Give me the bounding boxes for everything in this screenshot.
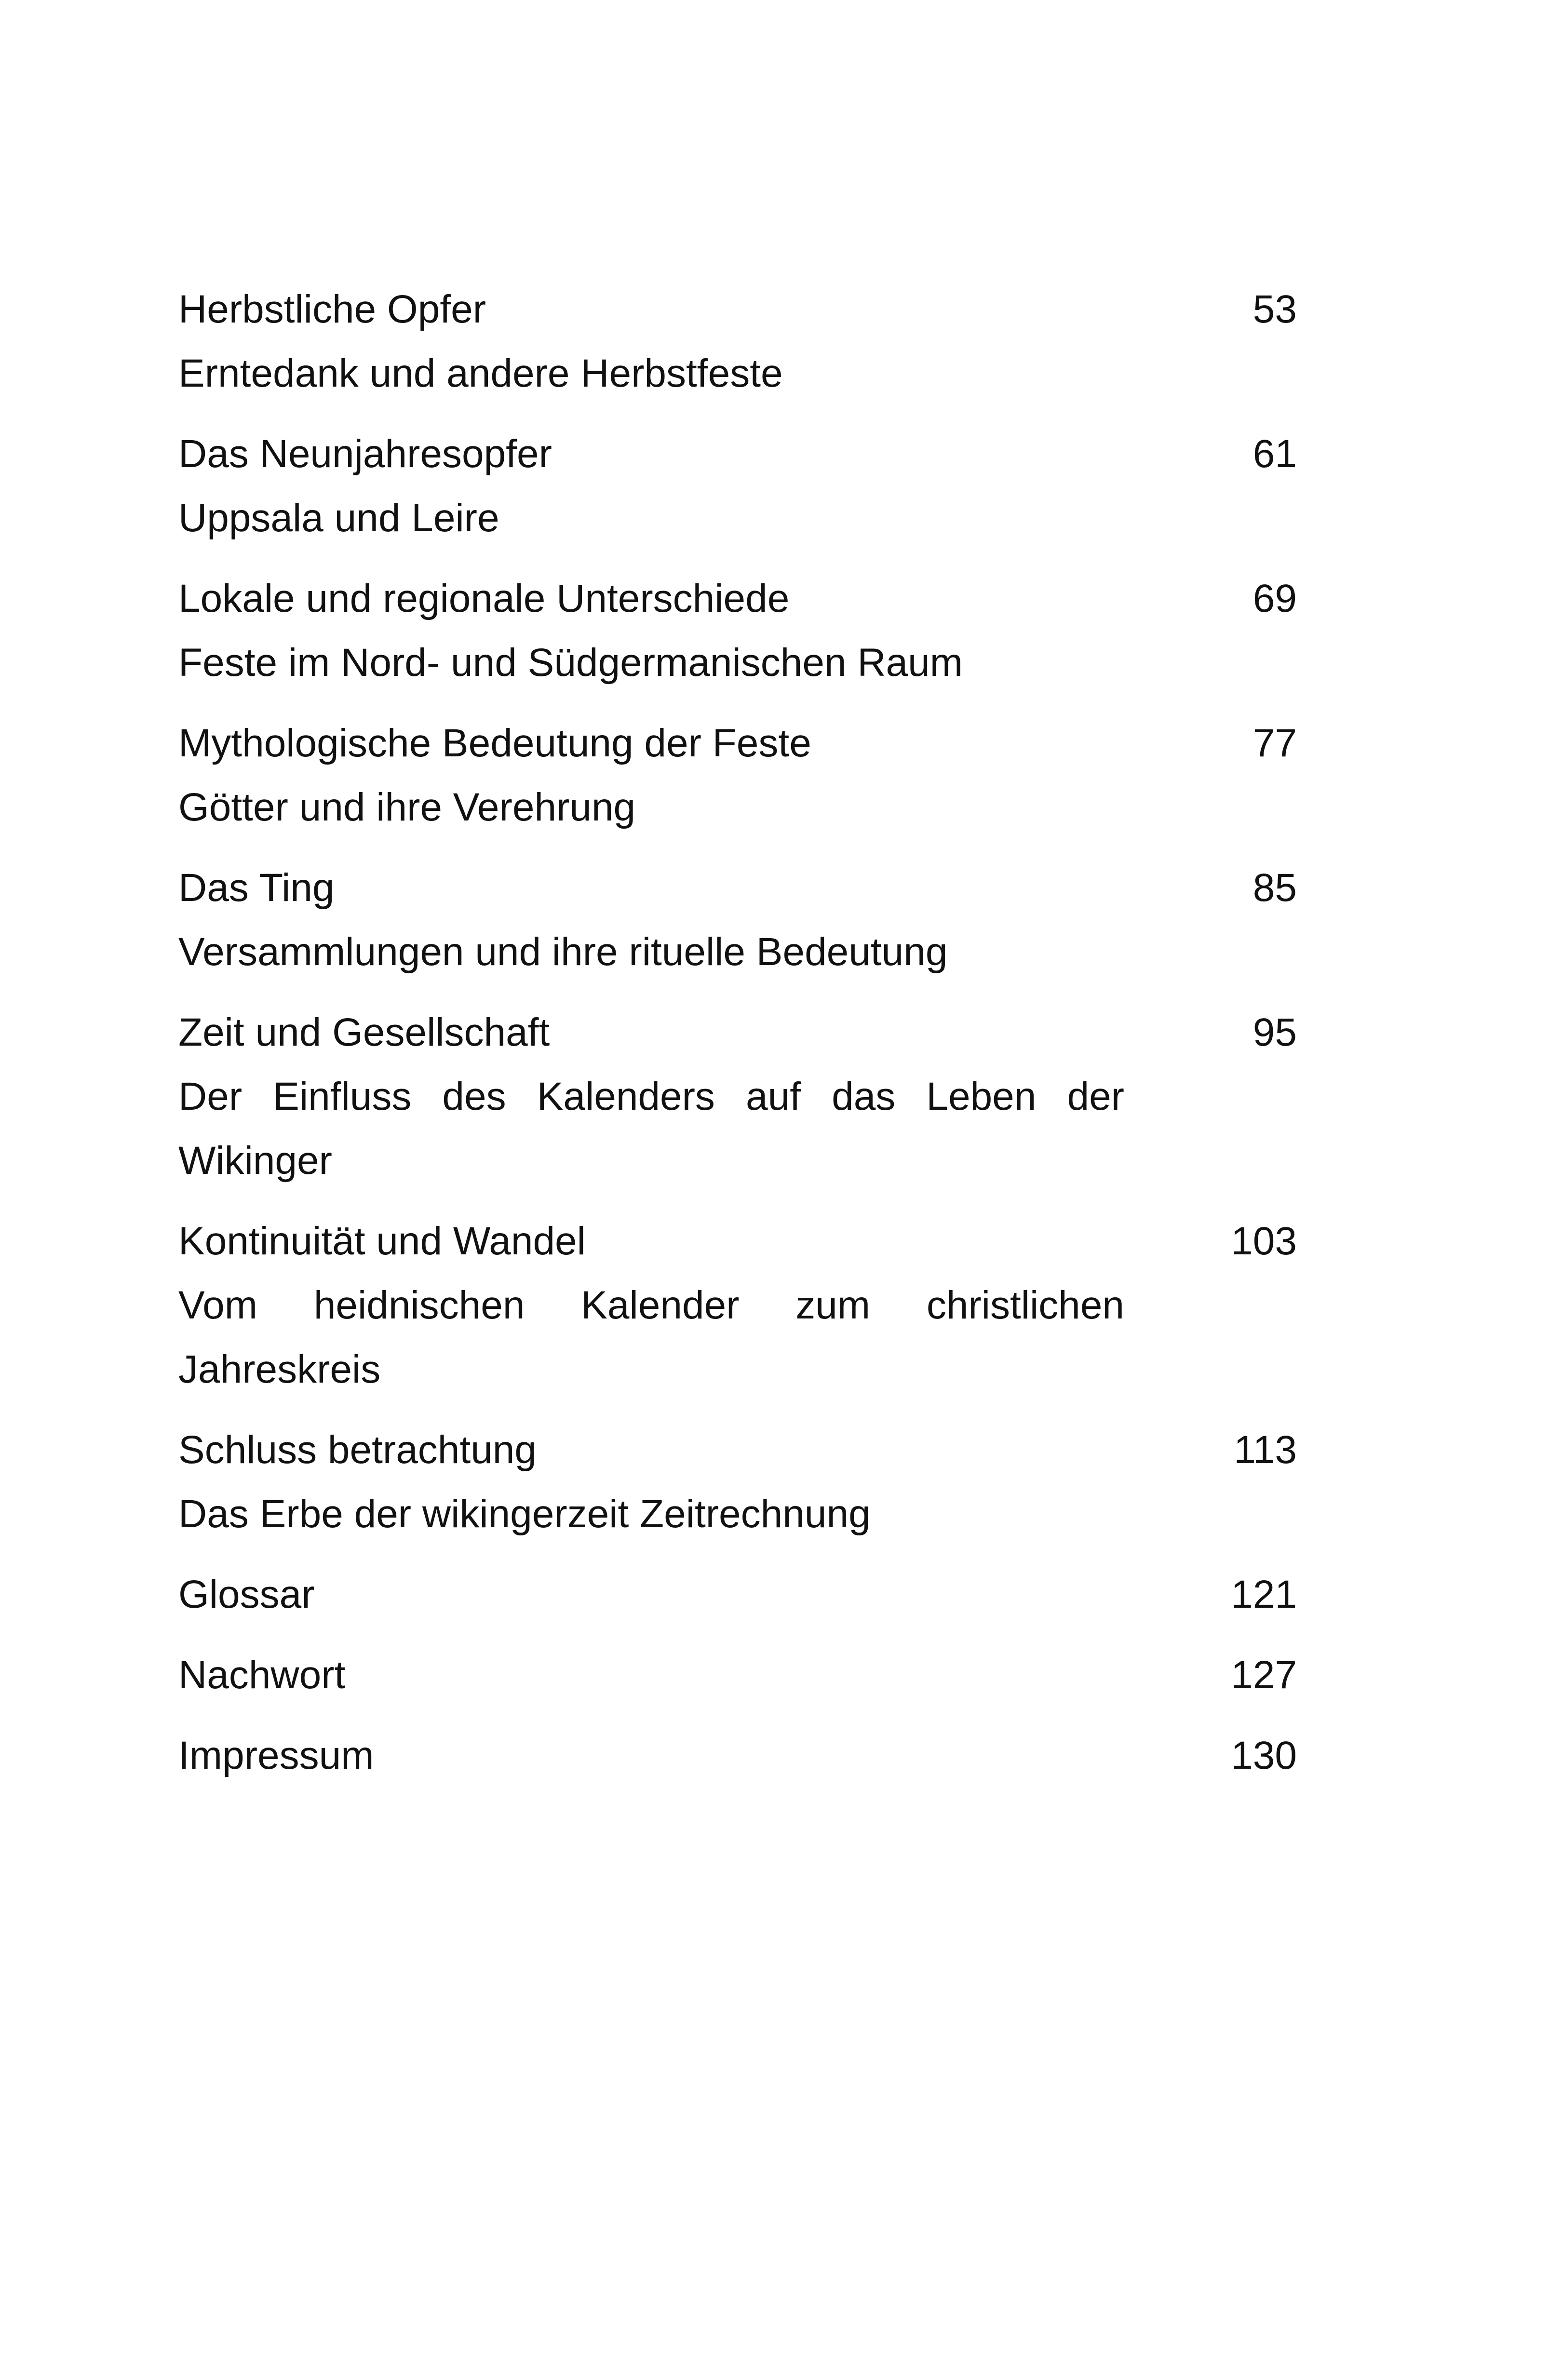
toc-entry-title: Das Neunjahresopfer [178,432,552,476]
toc-entry-subtitle: Versammlungen und ihre rituelle Bedeutung [178,930,948,974]
toc-entry-subtitle: Der Einfluss des Kalenders auf das Leben der Wikinger [178,1075,1124,1183]
toc-entry [178,711,1297,839]
toc-entry-title: Lokale und regionale Unterschiede [178,577,790,620]
toc-entry-page-number: 77 [1253,721,1297,765]
toc-entry-subtitle: Götter und ihre Verehrung [178,785,636,829]
toc-entry [178,1418,1297,1546]
toc-entry-title: Zeit und Gesellschaft [178,1010,550,1054]
toc-entry [178,856,1297,984]
toc-entry-subtitle: Erntedank und andere Herbstfeste [178,351,783,395]
table-of-contents [178,277,1297,1804]
toc-entry-title: Mythologische Bedeutung der Feste [178,721,811,765]
toc-entry [178,1209,1297,1401]
toc-entry-title: Nachwort [178,1653,346,1697]
toc-entry [178,566,1297,695]
toc-entry-subtitle: Feste im Nord- und Südgermanischen Raum [178,641,963,685]
toc-entry-page-number: 121 [1231,1573,1297,1616]
toc-entry-title: Schluss betrachtung [178,1428,537,1472]
toc-entry-page-number: 53 [1253,287,1297,331]
toc-entry [178,277,1297,405]
toc-entry-page-number: 103 [1231,1219,1297,1263]
toc-entry-title: Glossar [178,1573,315,1616]
toc-entry-title: Impressum [178,1734,374,1777]
toc-entry-subtitle: Das Erbe der wikingerzeit Zeitrechnung [178,1492,871,1536]
toc-entry [178,1562,1297,1627]
toc-entry-page-number: 95 [1253,1010,1297,1054]
toc-entry-title: Kontinuität und Wandel [178,1219,586,1263]
toc-entry-page-number: 69 [1253,577,1297,620]
toc-entry-title: Das Ting [178,866,335,910]
toc-entry-page-number: 127 [1231,1653,1297,1697]
toc-entry-page-number: 85 [1253,866,1297,910]
toc-entry [178,1000,1297,1193]
toc-entry-title: Herbstliche Opfer [178,287,486,331]
toc-entry [178,1723,1297,1788]
toc-entry-page-number: 130 [1231,1734,1297,1777]
toc-entry-page-number: 61 [1253,432,1297,476]
toc-entry-page-number: 113 [1234,1428,1297,1472]
toc-entry-subtitle: Uppsala und Leire [178,496,499,540]
toc-entry [178,1643,1297,1707]
toc-entry [178,422,1297,550]
toc-entry-subtitle: Vom heidnischen Kalender zum christlichen Jahreskreis [178,1283,1124,1391]
